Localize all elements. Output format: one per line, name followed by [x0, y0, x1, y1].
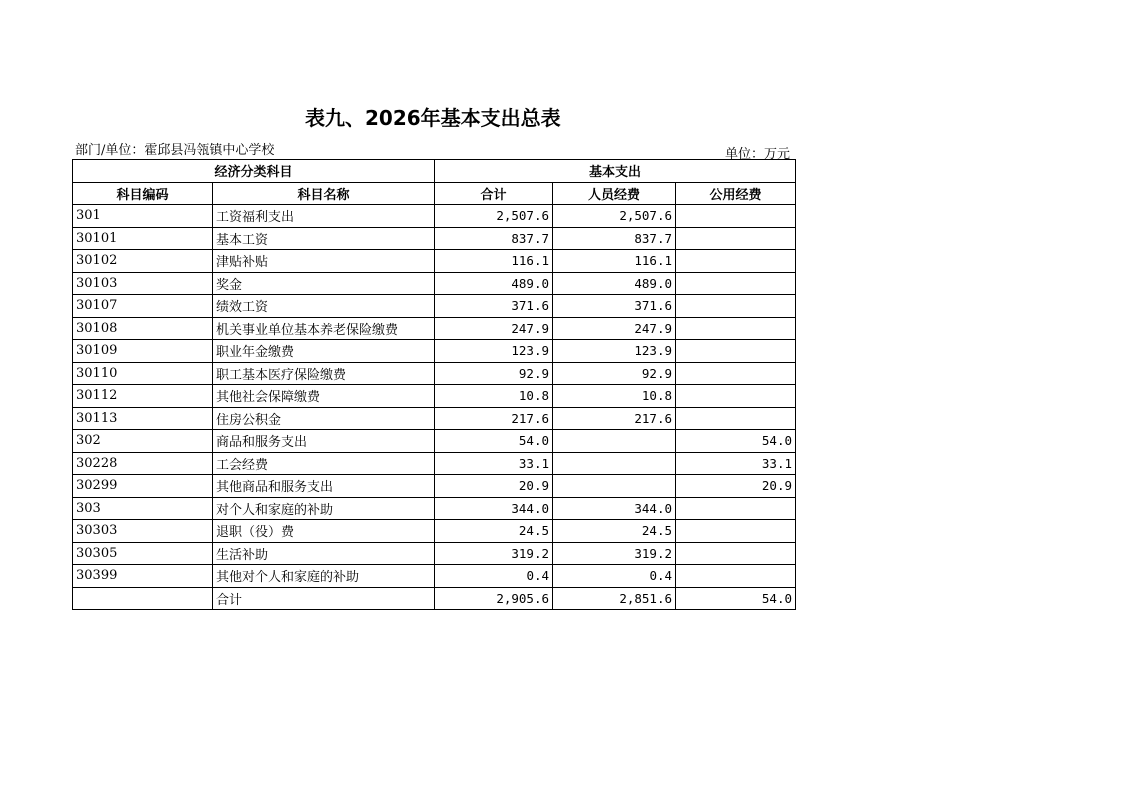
cell-name: 津贴补贴 — [213, 250, 435, 273]
cell-name: 其他对个人和家庭的补助 — [213, 565, 435, 588]
cell-personnel: 123.9 — [553, 340, 676, 363]
cell-total: 0.4 — [435, 565, 553, 588]
cell-total: 24.5 — [435, 520, 553, 543]
cell-personnel: 0.4 — [553, 565, 676, 588]
cell-personnel: 371.6 — [553, 295, 676, 318]
cell-personnel: 344.0 — [553, 497, 676, 520]
expenditure-table — [72, 159, 796, 610]
header-name: 科目名称 — [213, 182, 435, 205]
page-title: 表九、2026年基本支出总表 — [305, 106, 561, 130]
cell-code: 30228 — [73, 452, 213, 475]
cell-public — [676, 565, 796, 588]
cell-code: 30103 — [73, 272, 213, 295]
cell-personnel: 92.9 — [553, 362, 676, 385]
cell-personnel — [553, 452, 676, 475]
cell-code: 30101 — [73, 227, 213, 250]
table-row — [73, 205, 796, 228]
cell-public — [676, 295, 796, 318]
cell-name: 商品和服务支出 — [213, 430, 435, 453]
table-row — [73, 565, 796, 588]
header-group-row — [73, 160, 796, 183]
cell-code: 30299 — [73, 475, 213, 498]
cell-total: 123.9 — [435, 340, 553, 363]
table-row — [73, 385, 796, 408]
table-row — [73, 475, 796, 498]
cell-code: 303 — [73, 497, 213, 520]
table-row — [73, 587, 796, 610]
cell-public: 54.0 — [676, 430, 796, 453]
cell-personnel: 2,851.6 — [553, 587, 676, 610]
table-row — [73, 295, 796, 318]
cell-name: 奖金 — [213, 272, 435, 295]
cell-personnel: 247.9 — [553, 317, 676, 340]
table-row — [73, 272, 796, 295]
cell-total: 371.6 — [435, 295, 553, 318]
header-basic-expenditure: 基本支出 — [435, 160, 796, 183]
cell-personnel: 489.0 — [553, 272, 676, 295]
cell-personnel: 217.6 — [553, 407, 676, 430]
cell-name: 职工基本医疗保险缴费 — [213, 362, 435, 385]
unit-label: 单位：万元 — [725, 147, 791, 162]
cell-personnel: 10.8 — [553, 385, 676, 408]
cell-name: 生活补助 — [213, 542, 435, 565]
cell-total: 319.2 — [435, 542, 553, 565]
cell-public — [676, 272, 796, 295]
cell-public — [676, 520, 796, 543]
cell-name: 其他社会保障缴费 — [213, 385, 435, 408]
cell-code: 30108 — [73, 317, 213, 340]
table-body — [73, 205, 796, 610]
cell-public — [676, 542, 796, 565]
cell-public — [676, 407, 796, 430]
cell-total: 2,905.6 — [435, 587, 553, 610]
cell-total: 54.0 — [435, 430, 553, 453]
cell-code: 30305 — [73, 542, 213, 565]
header-public: 公用经费 — [676, 182, 796, 205]
cell-code: 30113 — [73, 407, 213, 430]
cell-total: 10.8 — [435, 385, 553, 408]
header-column-row — [73, 182, 796, 205]
table-row — [73, 250, 796, 273]
cell-name: 工资福利支出 — [213, 205, 435, 228]
cell-code — [73, 587, 213, 610]
cell-name: 机关事业单位基本养老保险缴费 — [213, 317, 435, 340]
cell-public — [676, 227, 796, 250]
cell-personnel: 2,507.6 — [553, 205, 676, 228]
cell-public — [676, 497, 796, 520]
cell-personnel — [553, 430, 676, 453]
cell-total: 344.0 — [435, 497, 553, 520]
header-economic-classification: 经济分类科目 — [73, 160, 435, 183]
table-row — [73, 340, 796, 363]
cell-public: 33.1 — [676, 452, 796, 475]
cell-public — [676, 317, 796, 340]
cell-total: 33.1 — [435, 452, 553, 475]
cell-code: 30110 — [73, 362, 213, 385]
cell-name: 工会经费 — [213, 452, 435, 475]
cell-code: 30102 — [73, 250, 213, 273]
cell-name: 退职（役）费 — [213, 520, 435, 543]
cell-total: 247.9 — [435, 317, 553, 340]
cell-personnel: 319.2 — [553, 542, 676, 565]
cell-total: 116.1 — [435, 250, 553, 273]
table-row — [73, 362, 796, 385]
cell-total: 92.9 — [435, 362, 553, 385]
cell-personnel: 837.7 — [553, 227, 676, 250]
table-row — [73, 317, 796, 340]
cell-code: 30112 — [73, 385, 213, 408]
header-code: 科目编码 — [73, 182, 213, 205]
cell-code: 30109 — [73, 340, 213, 363]
cell-code: 30107 — [73, 295, 213, 318]
table-row — [73, 407, 796, 430]
cell-public — [676, 250, 796, 273]
cell-name: 职业年金缴费 — [213, 340, 435, 363]
cell-public — [676, 385, 796, 408]
table-row — [73, 227, 796, 250]
cell-code: 30303 — [73, 520, 213, 543]
cell-code: 301 — [73, 205, 213, 228]
cell-total: 20.9 — [435, 475, 553, 498]
cell-total: 217.6 — [435, 407, 553, 430]
cell-name: 对个人和家庭的补助 — [213, 497, 435, 520]
cell-total: 2,507.6 — [435, 205, 553, 228]
cell-name: 绩效工资 — [213, 295, 435, 318]
department-label: 部门/单位：霍邱县冯瓴镇中心学校 — [75, 143, 275, 158]
cell-public — [676, 362, 796, 385]
cell-total: 489.0 — [435, 272, 553, 295]
cell-public — [676, 205, 796, 228]
cell-code: 30399 — [73, 565, 213, 588]
header-total: 合计 — [435, 182, 553, 205]
table-row — [73, 430, 796, 453]
cell-personnel: 24.5 — [553, 520, 676, 543]
cell-public: 54.0 — [676, 587, 796, 610]
cell-personnel: 116.1 — [553, 250, 676, 273]
cell-total: 837.7 — [435, 227, 553, 250]
cell-code: 302 — [73, 430, 213, 453]
table-row — [73, 452, 796, 475]
cell-name: 其他商品和服务支出 — [213, 475, 435, 498]
cell-name: 住房公积金 — [213, 407, 435, 430]
cell-name: 合计 — [213, 587, 435, 610]
cell-public: 20.9 — [676, 475, 796, 498]
header-personnel: 人员经费 — [553, 182, 676, 205]
cell-personnel — [553, 475, 676, 498]
table-row — [73, 497, 796, 520]
cell-name: 基本工资 — [213, 227, 435, 250]
table-row — [73, 520, 796, 543]
cell-public — [676, 340, 796, 363]
table-row — [73, 542, 796, 565]
